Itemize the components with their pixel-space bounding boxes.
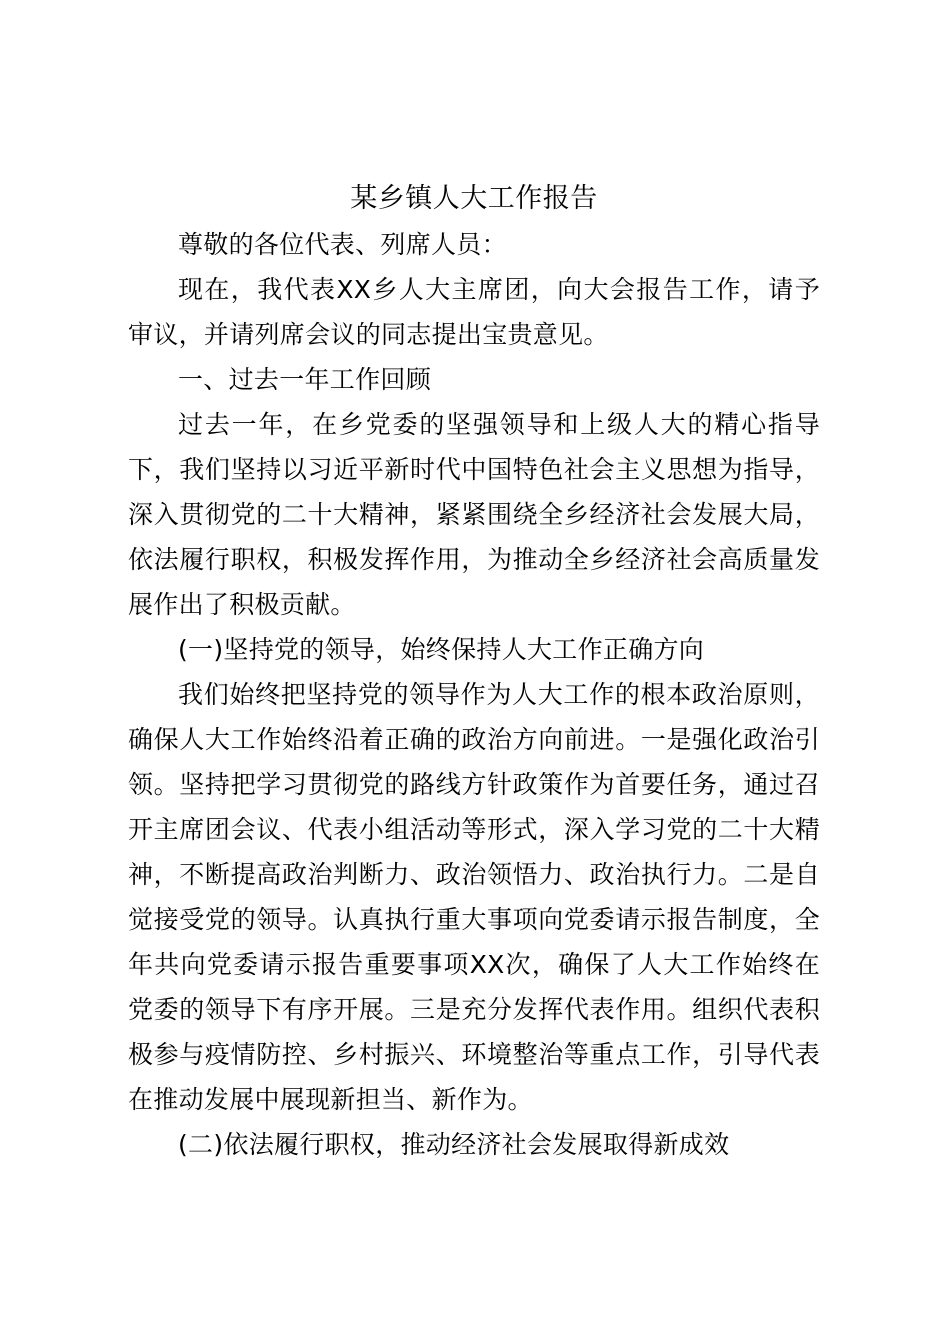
document-body [128, 176, 820, 1167]
subsection-1-paragraph: 我们始终把坚持党的领导作为人大工作的根本政治原则，确保人大工作始终沿着正确的政治方向前进。一是强化政治引领。坚持把学习贯彻党的路线方针政策作为首要任务，通过召开主席团会议、代表小组活动等形式，深入学习党的二十大精神，不断提高政治判断力、政治领悟力、政治执行力。二是自觉接受党的领导。认真执行重大事项向党委请示报告制度，全年共向党委请示报告重要事项XX次，确保了人大工作始终在党委的领导下有序开展。三是充分发挥代表作用。组织代表积极参与疫情防控、乡村振兴、环境整治等重点工作，引导代表在推动发展中展现新担当、新作为。 [128, 680, 820, 1114]
opening-paragraph: 现在，我代表XX乡人大主席团，向大会报告工作，请予审议，并请列席会议的同志提出宝贵意见。 [128, 275, 820, 349]
salutation: 尊敬的各位代表、列席人员： [178, 230, 507, 259]
review-summary-paragraph: 过去一年，在乡党委的坚强领导和上级人大的精心指导下，我们坚持以习近平新时代中国特色社会主义思想为指导，深入贯彻党的二十大精神，紧紧围绕全乡经济社会发展大局，依法履行职权，积极发挥作用，为推动全乡经济社会高质量发展作出了积极贡献。 [128, 410, 820, 619]
section-heading-review: 一、过去一年工作回顾 [178, 365, 432, 394]
document-title: 某乡镇人大工作报告 [350, 183, 598, 214]
subsection-heading-1: (一)坚持党的领导，始终保持人大工作正确方向 [178, 635, 705, 664]
subsection-heading-2: (二)依法履行职权，推动经济社会发展取得新成效 [178, 1130, 730, 1159]
